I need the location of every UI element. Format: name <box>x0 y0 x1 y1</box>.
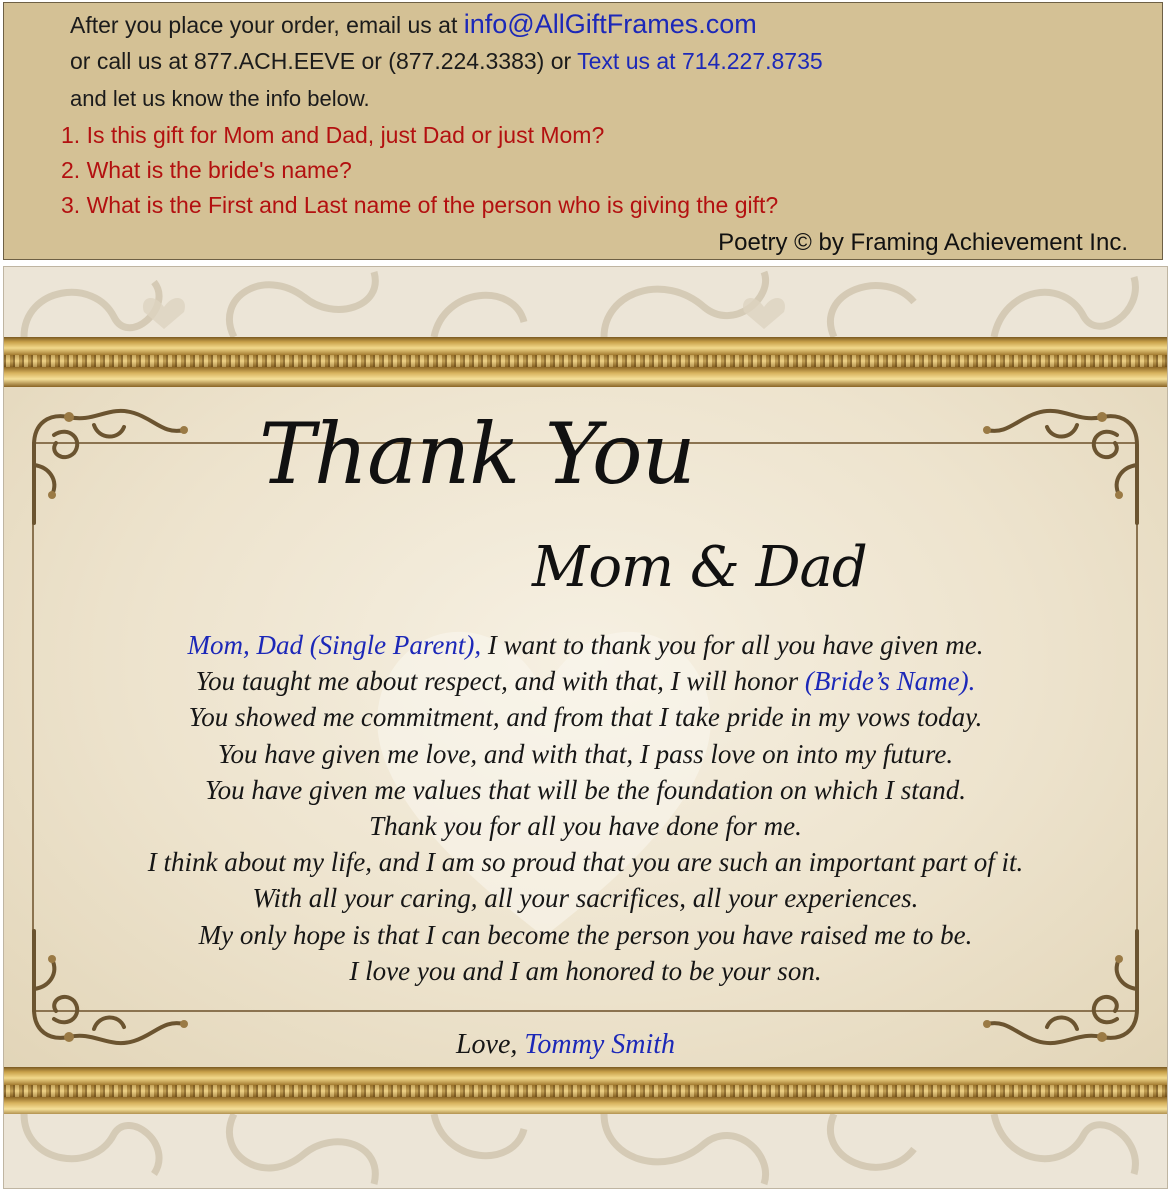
order-info-box <box>3 2 1163 260</box>
order-instruction-line-1 <box>70 9 757 40</box>
poem-line: You showed me commitment, and from that I take pride in my vows today. <box>188 702 983 733</box>
poem-line: With all your caring, all your sacrifices, all your experiences. <box>252 883 919 914</box>
order-instruction-line-2 <box>70 48 823 75</box>
poem-line <box>44 663 1127 699</box>
poem-title: Thank You <box>259 405 695 503</box>
phone-text: or call us at 877.ACH.EEVE or (877.224.3383) or <box>70 48 578 74</box>
poem-line <box>44 627 1127 663</box>
poem-subtitle: Mom & Dad <box>532 535 867 600</box>
framed-poem-image <box>3 266 1168 1189</box>
poem-signoff <box>4 1029 1167 1061</box>
copyright-notice: Poetry © by Framing Achievement Inc. <box>718 229 1128 256</box>
flourish-corner-icon <box>24 405 194 525</box>
damask-pattern-bottom <box>4 1114 1167 1188</box>
order-instruction-line-3: and let us know the info below. <box>70 86 370 111</box>
signoff-label: Love, <box>455 1029 525 1060</box>
question-3: 3. What is the First and Last name of the person who is giving the gift? <box>61 192 779 218</box>
text-us-link[interactable]: Text us at 714.227.8735 <box>577 48 823 74</box>
poem-line: My only hope is that I can become the person you have raised me to be. <box>198 919 973 950</box>
question-1: 1. Is this gift for Mom and Dad, just Dad or just Mom? <box>61 122 605 148</box>
gold-frame-molding-bottom <box>4 1067 1167 1117</box>
email-link[interactable]: info@AllGiftFrames.com <box>463 9 757 39</box>
poem-body <box>44 627 1127 989</box>
poem-line: You have given me values that will be the foundation on which I stand. <box>205 774 966 805</box>
damask-pattern-top <box>4 267 1167 339</box>
gold-frame-molding-top <box>4 337 1167 387</box>
poem-line: You have given me love, and with that, I pass love on into my future. <box>217 738 954 769</box>
poem-line: I think about my life, and I am so proud that you are such an important part of it. <box>147 847 1024 878</box>
recipient-placeholder: Mom, Dad (Single Parent), <box>187 630 482 660</box>
flourish-corner-icon <box>977 405 1147 525</box>
question-2: 2. What is the bride's name? <box>61 157 352 183</box>
poem-line-text: You taught me about respect, and with that, I will honor <box>195 666 805 697</box>
poem-line: I love you and I am honored to be your son. <box>349 955 822 986</box>
giver-name-placeholder: Tommy Smith <box>524 1029 676 1060</box>
certificate-paper <box>4 387 1167 1067</box>
poem-line: Thank you for all you have done for me. <box>369 811 802 842</box>
order-instruction-text: After you place your order, email us at <box>70 12 464 38</box>
poem-line-text: I want to thank you for all you have given me. <box>481 630 984 660</box>
bride-name-placeholder: (Bride’s Name). <box>804 666 976 697</box>
